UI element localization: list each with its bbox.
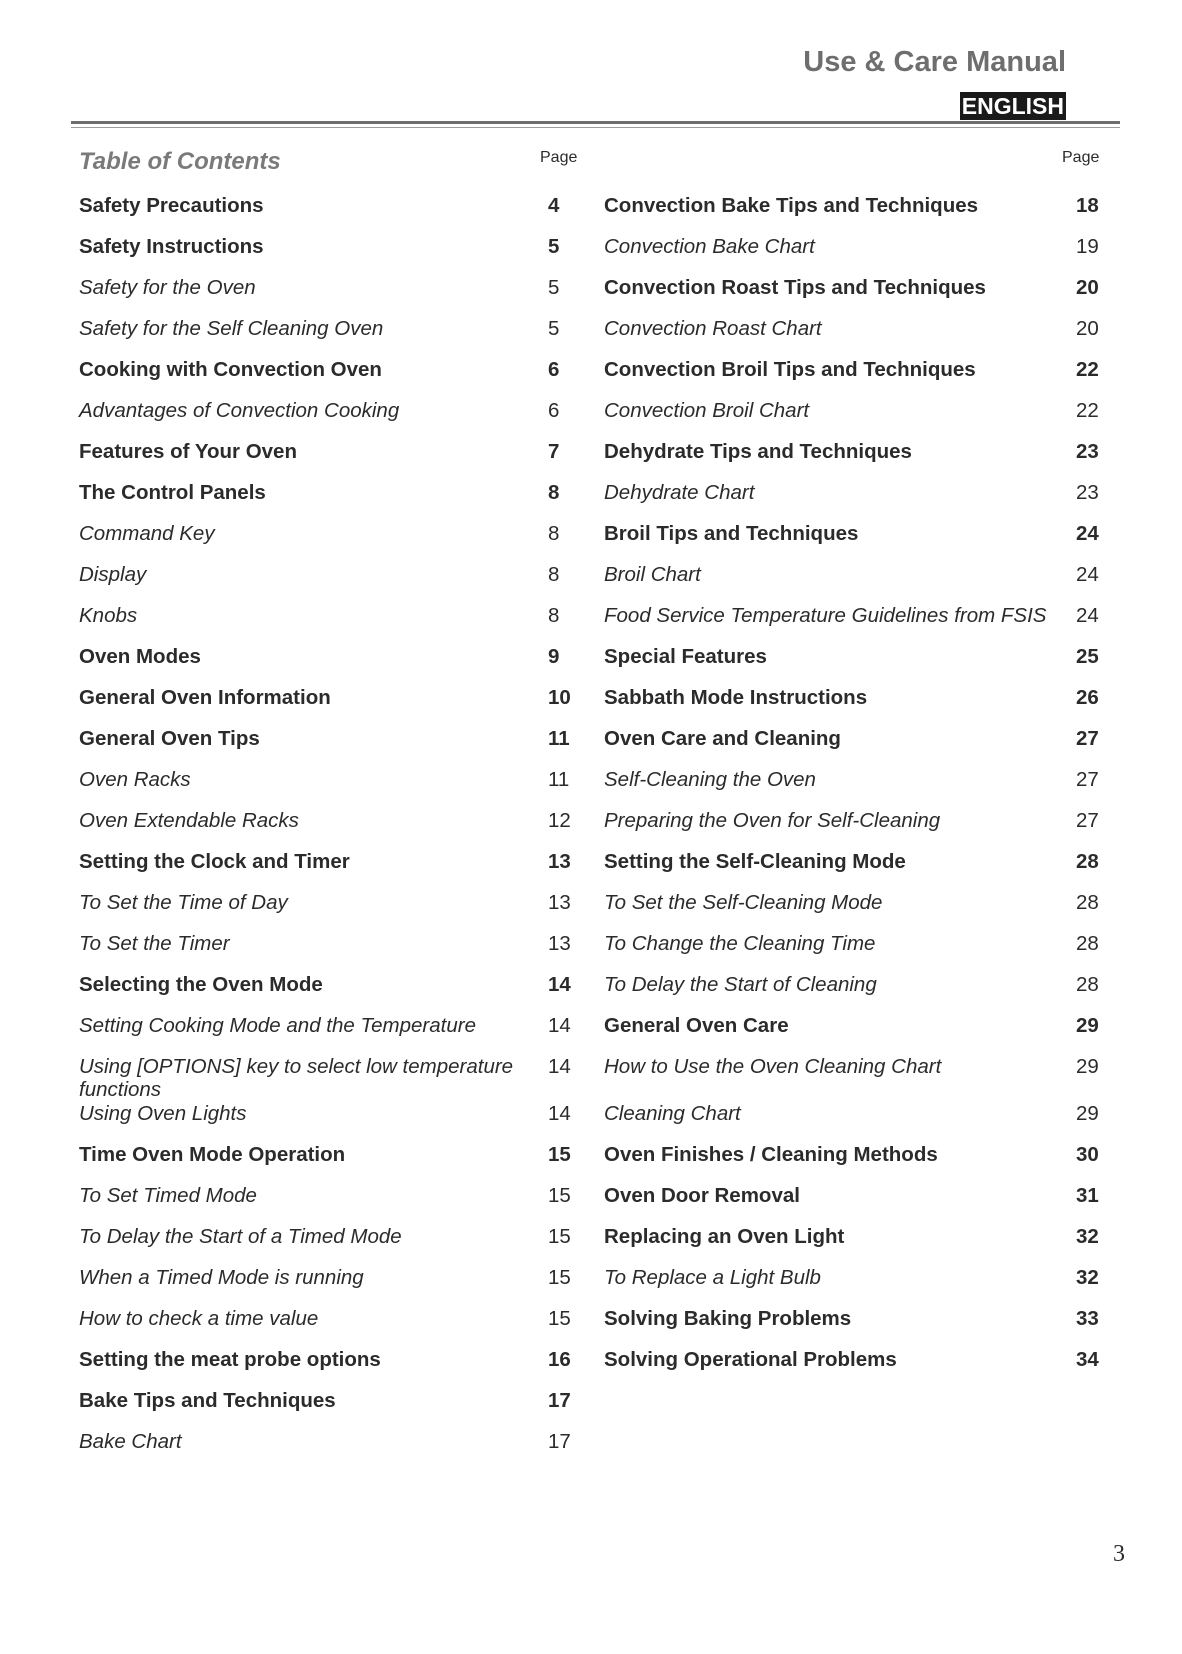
toc-entry[interactable]: [79, 1385, 579, 1426]
toc-entry-title: Special Features: [604, 645, 767, 668]
toc-entry-page: 9: [548, 645, 560, 668]
toc-entry-title: Oven Racks: [79, 768, 191, 791]
toc-entry-page: 15: [548, 1143, 571, 1166]
toc-entry-page: 14: [548, 1055, 571, 1078]
toc-entry[interactable]: [604, 682, 1124, 723]
toc-entry-title: Replacing an Oven Light: [604, 1225, 845, 1248]
toc-entry-title: Using Oven Lights: [79, 1102, 247, 1125]
toc-entry[interactable]: [604, 1010, 1124, 1051]
toc-entry[interactable]: [79, 1180, 579, 1221]
toc-entry-title: Convection Bake Tips and Techniques: [604, 194, 979, 217]
toc-entry-page: 14: [548, 973, 571, 996]
toc-entry[interactable]: [604, 1221, 1124, 1262]
toc-entry-page: 27: [1076, 727, 1099, 750]
toc-entry[interactable]: [79, 313, 579, 354]
toc-entry-title: General Oven Tips: [79, 727, 260, 750]
toc-entry-page: 31: [1076, 1184, 1099, 1207]
toc-entry-title: Self-Cleaning the Oven: [604, 768, 816, 791]
toc-entry-title: To Set the Timer: [79, 932, 230, 955]
toc-entry[interactable]: [604, 805, 1124, 846]
page-column-label-right: Page: [1062, 149, 1100, 166]
toc-entry-page: 26: [1076, 686, 1099, 709]
toc-entry-title: Oven Modes: [79, 645, 201, 668]
toc-entry-title: The Control Panels: [79, 481, 266, 504]
toc-entry[interactable]: [604, 354, 1124, 395]
toc-entry-title: Dehydrate Tips and Techniques: [604, 440, 912, 463]
toc-entry-page: 13: [548, 850, 571, 873]
toc-entry-title: Using [OPTIONS] key to select low temperature functions: [79, 1055, 514, 1101]
toc-entry-title: To Change the Cleaning Time: [604, 932, 876, 955]
toc-entry-page: 22: [1076, 358, 1099, 381]
toc-entry[interactable]: [604, 1139, 1124, 1180]
toc-entry-title: Setting the Clock and Timer: [79, 850, 350, 873]
toc-entry-title: Features of Your Oven: [79, 440, 297, 463]
toc-entry-title: Safety for the Self Cleaning Oven: [79, 317, 384, 340]
toc-entry-title: Cooking with Convection Oven: [79, 358, 382, 381]
toc-entry[interactable]: [79, 1303, 579, 1344]
toc-entry[interactable]: [79, 805, 579, 846]
toc-entry-title: To Delay the Start of Cleaning: [604, 973, 877, 996]
toc-entry[interactable]: [79, 887, 579, 928]
toc-entry-title: How to Use the Oven Cleaning Chart: [604, 1055, 942, 1078]
toc-entry-page: 20: [1076, 317, 1099, 340]
toc-entry[interactable]: [604, 518, 1124, 559]
toc-entry-page: 15: [548, 1307, 571, 1330]
toc-entry-page: 11: [548, 768, 570, 791]
toc-entry[interactable]: [79, 395, 579, 436]
toc-entry-title: Sabbath Mode Instructions: [604, 686, 868, 709]
toc-entry-page: 25: [1076, 645, 1099, 668]
toc-entry-page: 18: [1076, 194, 1099, 217]
toc-entry[interactable]: [604, 1051, 1124, 1098]
toc-entry-title: Convection Roast Tips and Techniques: [604, 276, 986, 299]
toc-entry[interactable]: [79, 846, 579, 887]
toc-left-column: [79, 190, 579, 1467]
toc-entry-title: Setting Cooking Mode and the Temperature: [79, 1014, 476, 1037]
toc-entry-page: 6: [548, 358, 560, 381]
toc-entry[interactable]: [79, 190, 579, 231]
toc-entry-title: How to check a time value: [79, 1307, 319, 1330]
toc-entry[interactable]: [79, 1262, 579, 1303]
toc-entry-title: To Set the Time of Day: [79, 891, 288, 914]
toc-entry-title: Oven Door Removal: [604, 1184, 800, 1207]
toc-entry[interactable]: [604, 1303, 1124, 1344]
toc-entry[interactable]: [79, 1426, 579, 1467]
toc-entry-page: 17: [548, 1389, 571, 1412]
toc-entry-page: 20: [1076, 276, 1099, 299]
toc-entry[interactable]: [79, 969, 579, 1010]
toc-entry-title: Oven Finishes / Cleaning Methods: [604, 1143, 938, 1166]
toc-entry-title: Oven Extendable Racks: [79, 809, 299, 832]
toc-entry[interactable]: [604, 477, 1124, 518]
toc-entry[interactable]: [79, 1098, 579, 1139]
toc-entry-title: Food Service Temperature Guidelines from FSIS: [604, 604, 1047, 627]
toc-entry-page: 4: [548, 194, 560, 217]
toc-entry-page: 24: [1076, 522, 1099, 545]
toc-entry[interactable]: [604, 1344, 1124, 1385]
toc-entry-page: 33: [1076, 1307, 1099, 1330]
page-number: 3: [1113, 1541, 1125, 1567]
toc-entry-title: Convection Broil Tips and Techniques: [604, 358, 976, 381]
toc-entry[interactable]: [604, 231, 1124, 272]
toc-entry-title: Oven Care and Cleaning: [604, 727, 841, 750]
toc-entry-page: 22: [1076, 399, 1099, 422]
toc-entry-page: 8: [548, 522, 560, 545]
toc-entry[interactable]: [79, 231, 579, 272]
toc-entry-page: 23: [1076, 440, 1099, 463]
toc-entry[interactable]: [604, 559, 1124, 600]
toc-entry-page: 6: [548, 399, 560, 422]
toc-entry-title: Convection Roast Chart: [604, 317, 822, 340]
toc-entry-page: 15: [548, 1266, 571, 1289]
toc-entry-title: Bake Tips and Techniques: [79, 1389, 336, 1412]
toc-entry-page: 28: [1076, 850, 1099, 873]
toc-entry[interactable]: [604, 641, 1124, 682]
toc-entry[interactable]: [79, 682, 579, 723]
toc-entry-title: Safety Precautions: [79, 194, 264, 217]
toc-entry-page: 17: [548, 1430, 571, 1453]
toc-entry-page: 23: [1076, 481, 1099, 504]
language-badge: ENGLISH: [961, 93, 1064, 119]
toc-entry-page: 16: [548, 1348, 571, 1371]
toc-entry-page: 27: [1076, 768, 1099, 791]
toc-entry-page: 8: [548, 563, 560, 586]
toc-entry-title: Knobs: [79, 604, 138, 627]
toc-right-column: [604, 190, 1124, 1385]
toc-entry-title: Bake Chart: [79, 1430, 182, 1453]
toc-entry[interactable]: [79, 477, 579, 518]
toc-entry-title: To Set the Self-Cleaning Mode: [604, 891, 883, 914]
toc-entry[interactable]: [79, 641, 579, 682]
toc-entry-page: 13: [548, 891, 571, 914]
toc-entry-title: Display: [79, 563, 147, 586]
toc-entry-title: Broil Chart: [604, 563, 701, 586]
toc-entry-title: Solving Baking Problems: [604, 1307, 852, 1330]
toc-entry-page: 28: [1076, 932, 1099, 955]
toc-entry-title: Safety Instructions: [79, 235, 264, 258]
toc-entry-title: General Oven Information: [79, 686, 331, 709]
toc-entry[interactable]: [604, 1180, 1124, 1221]
toc-entry[interactable]: [79, 723, 579, 764]
toc-entry-title: Convection Bake Chart: [604, 235, 815, 258]
toc-entry[interactable]: [604, 1262, 1124, 1303]
toc-entry-page: 34: [1076, 1348, 1099, 1371]
toc-entry[interactable]: [79, 1221, 579, 1262]
toc-entry-page: 29: [1076, 1102, 1099, 1125]
toc-entry-page: 32: [1076, 1266, 1099, 1289]
toc-entry-title: Broil Tips and Techniques: [604, 522, 859, 545]
manual-title: Use & Care Manual: [803, 46, 1066, 78]
toc-entry-page: 14: [548, 1102, 571, 1125]
toc-entry-title: Solving Operational Problems: [604, 1348, 897, 1371]
toc-entry-page: 19: [1076, 235, 1099, 258]
toc-entry-page: 28: [1076, 891, 1099, 914]
toc-entry[interactable]: [604, 969, 1124, 1010]
toc-entry-page: 5: [548, 317, 560, 340]
toc-entry-page: 10: [548, 686, 571, 709]
toc-entry[interactable]: [79, 764, 579, 805]
toc-entry-title: Safety for the Oven: [79, 276, 256, 299]
toc-entry-page: 15: [548, 1184, 571, 1207]
toc-entry-page: 12: [548, 809, 571, 832]
toc-entry[interactable]: [604, 436, 1124, 477]
toc-entry[interactable]: [604, 928, 1124, 969]
toc-entry[interactable]: [604, 723, 1124, 764]
toc-entry[interactable]: [79, 436, 579, 477]
toc-entry[interactable]: [79, 272, 579, 313]
toc-entry[interactable]: [79, 1344, 579, 1385]
toc-entry[interactable]: [604, 1098, 1124, 1139]
toc-entry-page: 11: [548, 727, 570, 750]
toc-entry[interactable]: [604, 190, 1124, 231]
toc-entry-page: 24: [1076, 604, 1099, 627]
toc-entry-title: Command Key: [79, 522, 215, 545]
toc-entry[interactable]: [604, 887, 1124, 928]
toc-entry-page: 7: [548, 440, 560, 463]
toc-entry-title: General Oven Care: [604, 1014, 789, 1037]
toc-entry-page: 15: [548, 1225, 571, 1248]
header-divider: [71, 121, 1120, 124]
toc-entry[interactable]: [79, 1051, 579, 1101]
toc-entry[interactable]: [604, 764, 1124, 805]
toc-entry-title: Setting the meat probe options: [79, 1348, 381, 1371]
toc-entry-title: Advantages of Convection Cooking: [79, 399, 400, 422]
toc-entry-title: Cleaning Chart: [604, 1102, 741, 1125]
toc-entry[interactable]: [604, 313, 1124, 354]
toc-entry-page: 8: [548, 604, 560, 627]
toc-entry-title: Selecting the Oven Mode: [79, 973, 323, 996]
toc-entry-page: 30: [1076, 1143, 1099, 1166]
toc-entry[interactable]: [79, 559, 579, 600]
toc-entry-page: 13: [548, 932, 571, 955]
toc-entry[interactable]: [79, 600, 579, 641]
toc-entry-page: 32: [1076, 1225, 1099, 1248]
toc-entry-title: To Delay the Start of a Timed Mode: [79, 1225, 402, 1248]
header-divider-thin: [71, 127, 1120, 128]
toc-entry[interactable]: [604, 600, 1124, 641]
toc-entry[interactable]: [604, 846, 1124, 887]
toc-heading: Table of Contents: [79, 148, 281, 175]
toc-entry-page: 29: [1076, 1014, 1099, 1037]
toc-entry-page: 5: [548, 235, 560, 258]
toc-entry-page: 14: [548, 1014, 571, 1037]
toc-entry-page: 28: [1076, 973, 1099, 996]
toc-entry[interactable]: [79, 354, 579, 395]
toc-entry-title: Dehydrate Chart: [604, 481, 755, 504]
toc-entry-page: 5: [548, 276, 560, 299]
toc-entry-page: 24: [1076, 563, 1099, 586]
toc-entry[interactable]: [604, 395, 1124, 436]
toc-entry[interactable]: [79, 518, 579, 559]
toc-entry-title: To Set Timed Mode: [79, 1184, 257, 1207]
toc-entry-title: To Replace a Light Bulb: [604, 1266, 821, 1289]
toc-entry-title: When a Timed Mode is running: [79, 1266, 364, 1289]
toc-entry-title: Convection Broil Chart: [604, 399, 810, 422]
toc-entry-page: 27: [1076, 809, 1099, 832]
toc-entry-title: Preparing the Oven for Self-Cleaning: [604, 809, 941, 832]
toc-entry[interactable]: [79, 1010, 579, 1051]
toc-entry[interactable]: [604, 272, 1124, 313]
page-column-label-left: Page: [540, 149, 578, 166]
toc-entry-title: Time Oven Mode Operation: [79, 1143, 346, 1166]
toc-entry-page: 8: [548, 481, 560, 504]
toc-entry-page: 29: [1076, 1055, 1099, 1078]
toc-entry-title: Setting the Self-Cleaning Mode: [604, 850, 906, 873]
toc-entry[interactable]: [79, 1139, 579, 1180]
toc-entry[interactable]: [79, 928, 579, 969]
